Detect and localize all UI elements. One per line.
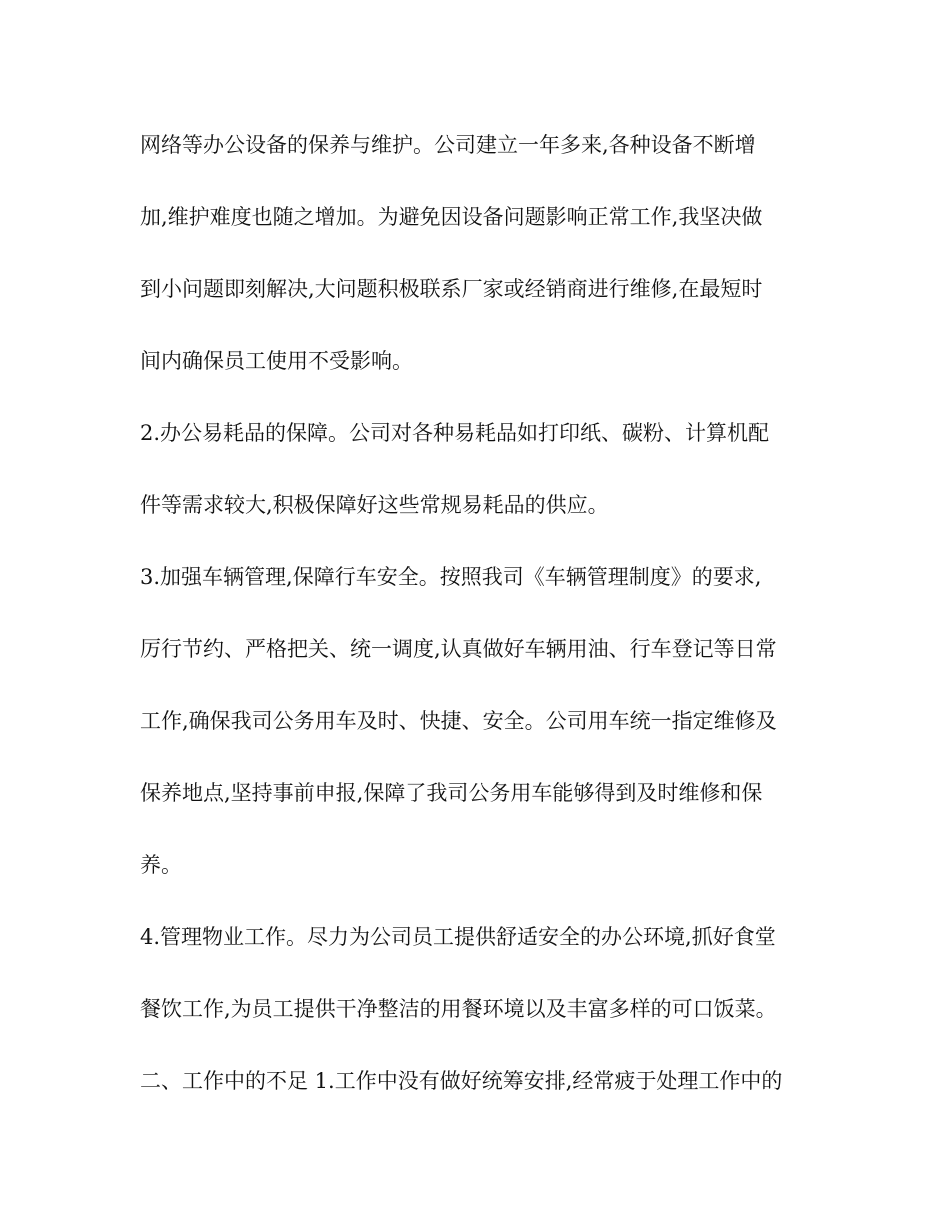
text-line-14: 二、工作中的不足 1.工作中没有做好统筹安排,经常疲于处理工作中的: [140, 1069, 783, 1093]
text-line-11: 养。: [140, 853, 182, 877]
text-line-6: 件等需求较大,积极保障好这些常规易耗品的供应。: [140, 493, 609, 517]
text-line-12: 4.管理物业工作。尽力为公司员工提供舒适安全的办公环境,抓好食堂: [140, 925, 776, 949]
text-line-3: 到小问题即刻解决,大问题积极联系厂家或经销商进行维修,在最短时: [140, 277, 763, 301]
text-line-13: 餐饮工作,为员工提供干净整洁的用餐环境以及丰富多样的可口饭菜。: [140, 997, 777, 1021]
text-line-8: 厉行节约、严格把关、统一调度,认真做好车辆用油、行车登记等日常: [140, 637, 777, 661]
text-line-7: 3.加强车辆管理,保障行车安全。按照我司《车辆管理制度》的要求,: [140, 565, 762, 589]
text-line-1: 网络等办公设备的保养与维护。公司建立一年多来,各种设备不断增: [140, 133, 756, 157]
text-line-10: 保养地点,坚持事前申报,保障了我司公务用车能够得到及时维修和保: [140, 781, 763, 805]
text-line-4: 间内确保员工使用不受影响。: [140, 349, 413, 373]
text-line-9: 工作,确保我司公务用车及时、快捷、安全。公司用车统一指定维修及: [140, 709, 777, 733]
text-line-5: 2.办公易耗品的保障。公司对各种易耗品如打印纸、碳粉、计算机配: [140, 421, 770, 445]
text-line-2: 加,维护难度也随之增加。为避免因设备问题影响正常工作,我坚决做: [140, 205, 763, 229]
